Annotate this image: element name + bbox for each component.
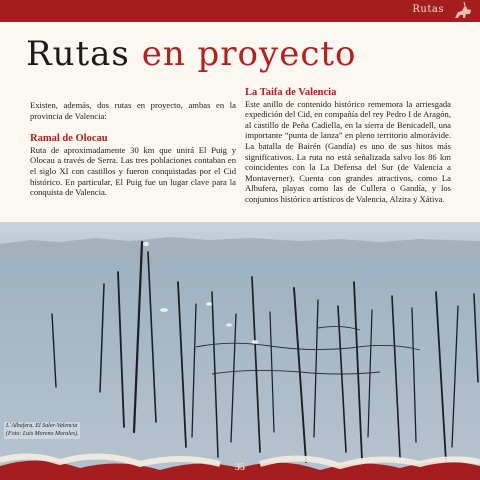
taifa-heading: La Taifa de Valencia	[245, 87, 337, 98]
title-word-en-proyecto: en proyecto	[141, 34, 357, 74]
title-word-rutas: Rutas	[26, 34, 130, 74]
taifa-body: Este anillo de contenido histórico rememora la arriesgada expedición del Cid, en compañía del rey Pedro I de Aragón, al castillo de Peña Cadiella, en la sierra de Benicadell, una importante “punta de lanza” en pleno territorio almorávide. La batalla de Bairén (Gandía) es uno de sus hitos más significativos. La ruta no está señalizada salvo los 86 km coincidentes con la La Defensa del Sur (de Valencia a Montaverner). Cuenta con grandes atractivos, como La Albufera, playas como las de Cullera o Gandía, y los conjuntos histórico artísticos de Valencia, Alzira y Xátiva.	[245, 98, 451, 204]
ramal-heading: Ramal de Olocau	[30, 133, 108, 145]
section-label: Rutas	[412, 4, 444, 15]
caption-line-2: (Foto: Luis Moreno Morales).	[6, 430, 79, 437]
left-column	[30, 100, 236, 198]
ramal-body: Ruta de aproximadamente 30 km que unirá El Puig y Olocau a través de Serra. Las tres poblaciones contaban en el siglo XI con castillos y fueron conquistadas por el Cid histórico. En particular, El Puig fue un lugar clave para la conquista de Valencia.	[30, 144, 236, 198]
albufera-photo	[0, 222, 480, 480]
page-number: 35	[235, 462, 245, 473]
caption-line-1: L´Albufera. El Saler-Valencia	[6, 423, 78, 429]
intro-paragraph: Existen, además, dos rutas en proyecto, ambas en la provincia de Valencia:	[30, 100, 236, 121]
header-bar	[0, 0, 480, 22]
photo-caption	[4, 422, 80, 439]
lake-poles-illustration	[0, 222, 480, 480]
horseback-knight-icon	[452, 1, 474, 21]
right-column	[245, 88, 451, 205]
page-title	[26, 34, 357, 74]
